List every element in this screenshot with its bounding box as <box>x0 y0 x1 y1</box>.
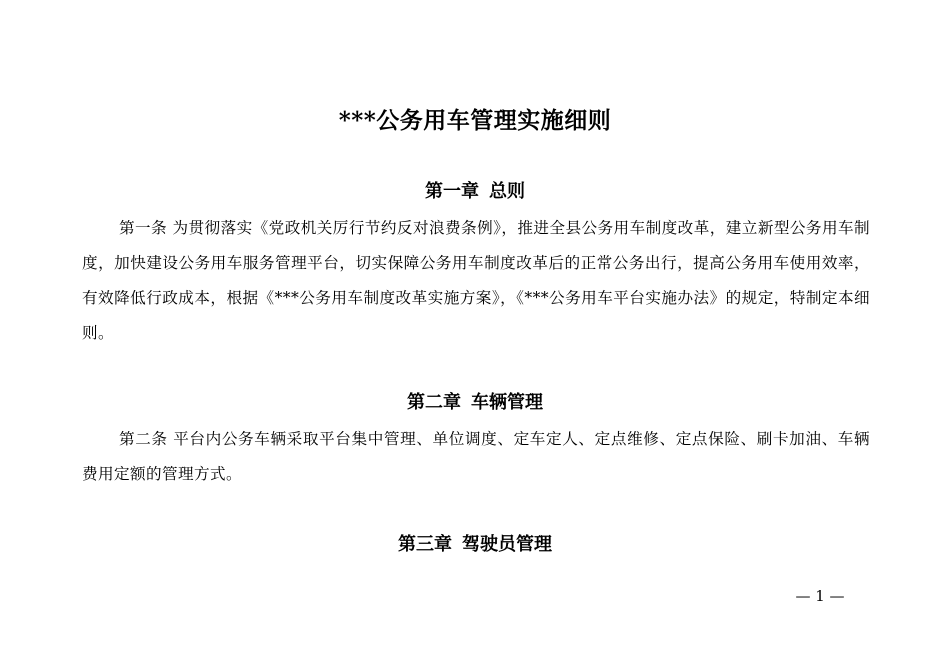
document-title: ***公务用车管理实施细则 <box>338 107 612 134</box>
chapter-name: 车辆管理 <box>471 392 543 413</box>
article-1: 第一条 为贯彻落实《党政机关厉行节约反对浪费条例》，推进全县公务用车制度改革，建立新型公务用车制度，加快建设公务用车服务管理平台，切实保障公务用车制度改革后的正常公务出行，提高公务用车使用效率，有效降低行政成本，根据《***公务用车制度改革实施方案》，《***公务用车平台实施办法》的规定，特制定本细则。 <box>82 219 870 342</box>
page-number: — 1 — <box>795 587 845 605</box>
chapter-number: 第三章 <box>398 534 452 555</box>
chapter-heading-3 <box>0 531 950 559</box>
chapter-heading-2 <box>0 389 950 417</box>
chapter-heading-1 <box>0 178 950 206</box>
chapter-number: 第二章 <box>407 392 461 413</box>
chapter-name: 驾驶员管理 <box>462 534 552 555</box>
chapter-number: 第一章 <box>425 181 479 202</box>
chapter-name: 总则 <box>489 181 525 202</box>
article-2: 第二条 平台内公务车辆采取平台集中管理、单位调度、定车定人、定点维修、定点保险、刷卡加油、车辆费用定额的管理方式。 <box>82 430 870 483</box>
